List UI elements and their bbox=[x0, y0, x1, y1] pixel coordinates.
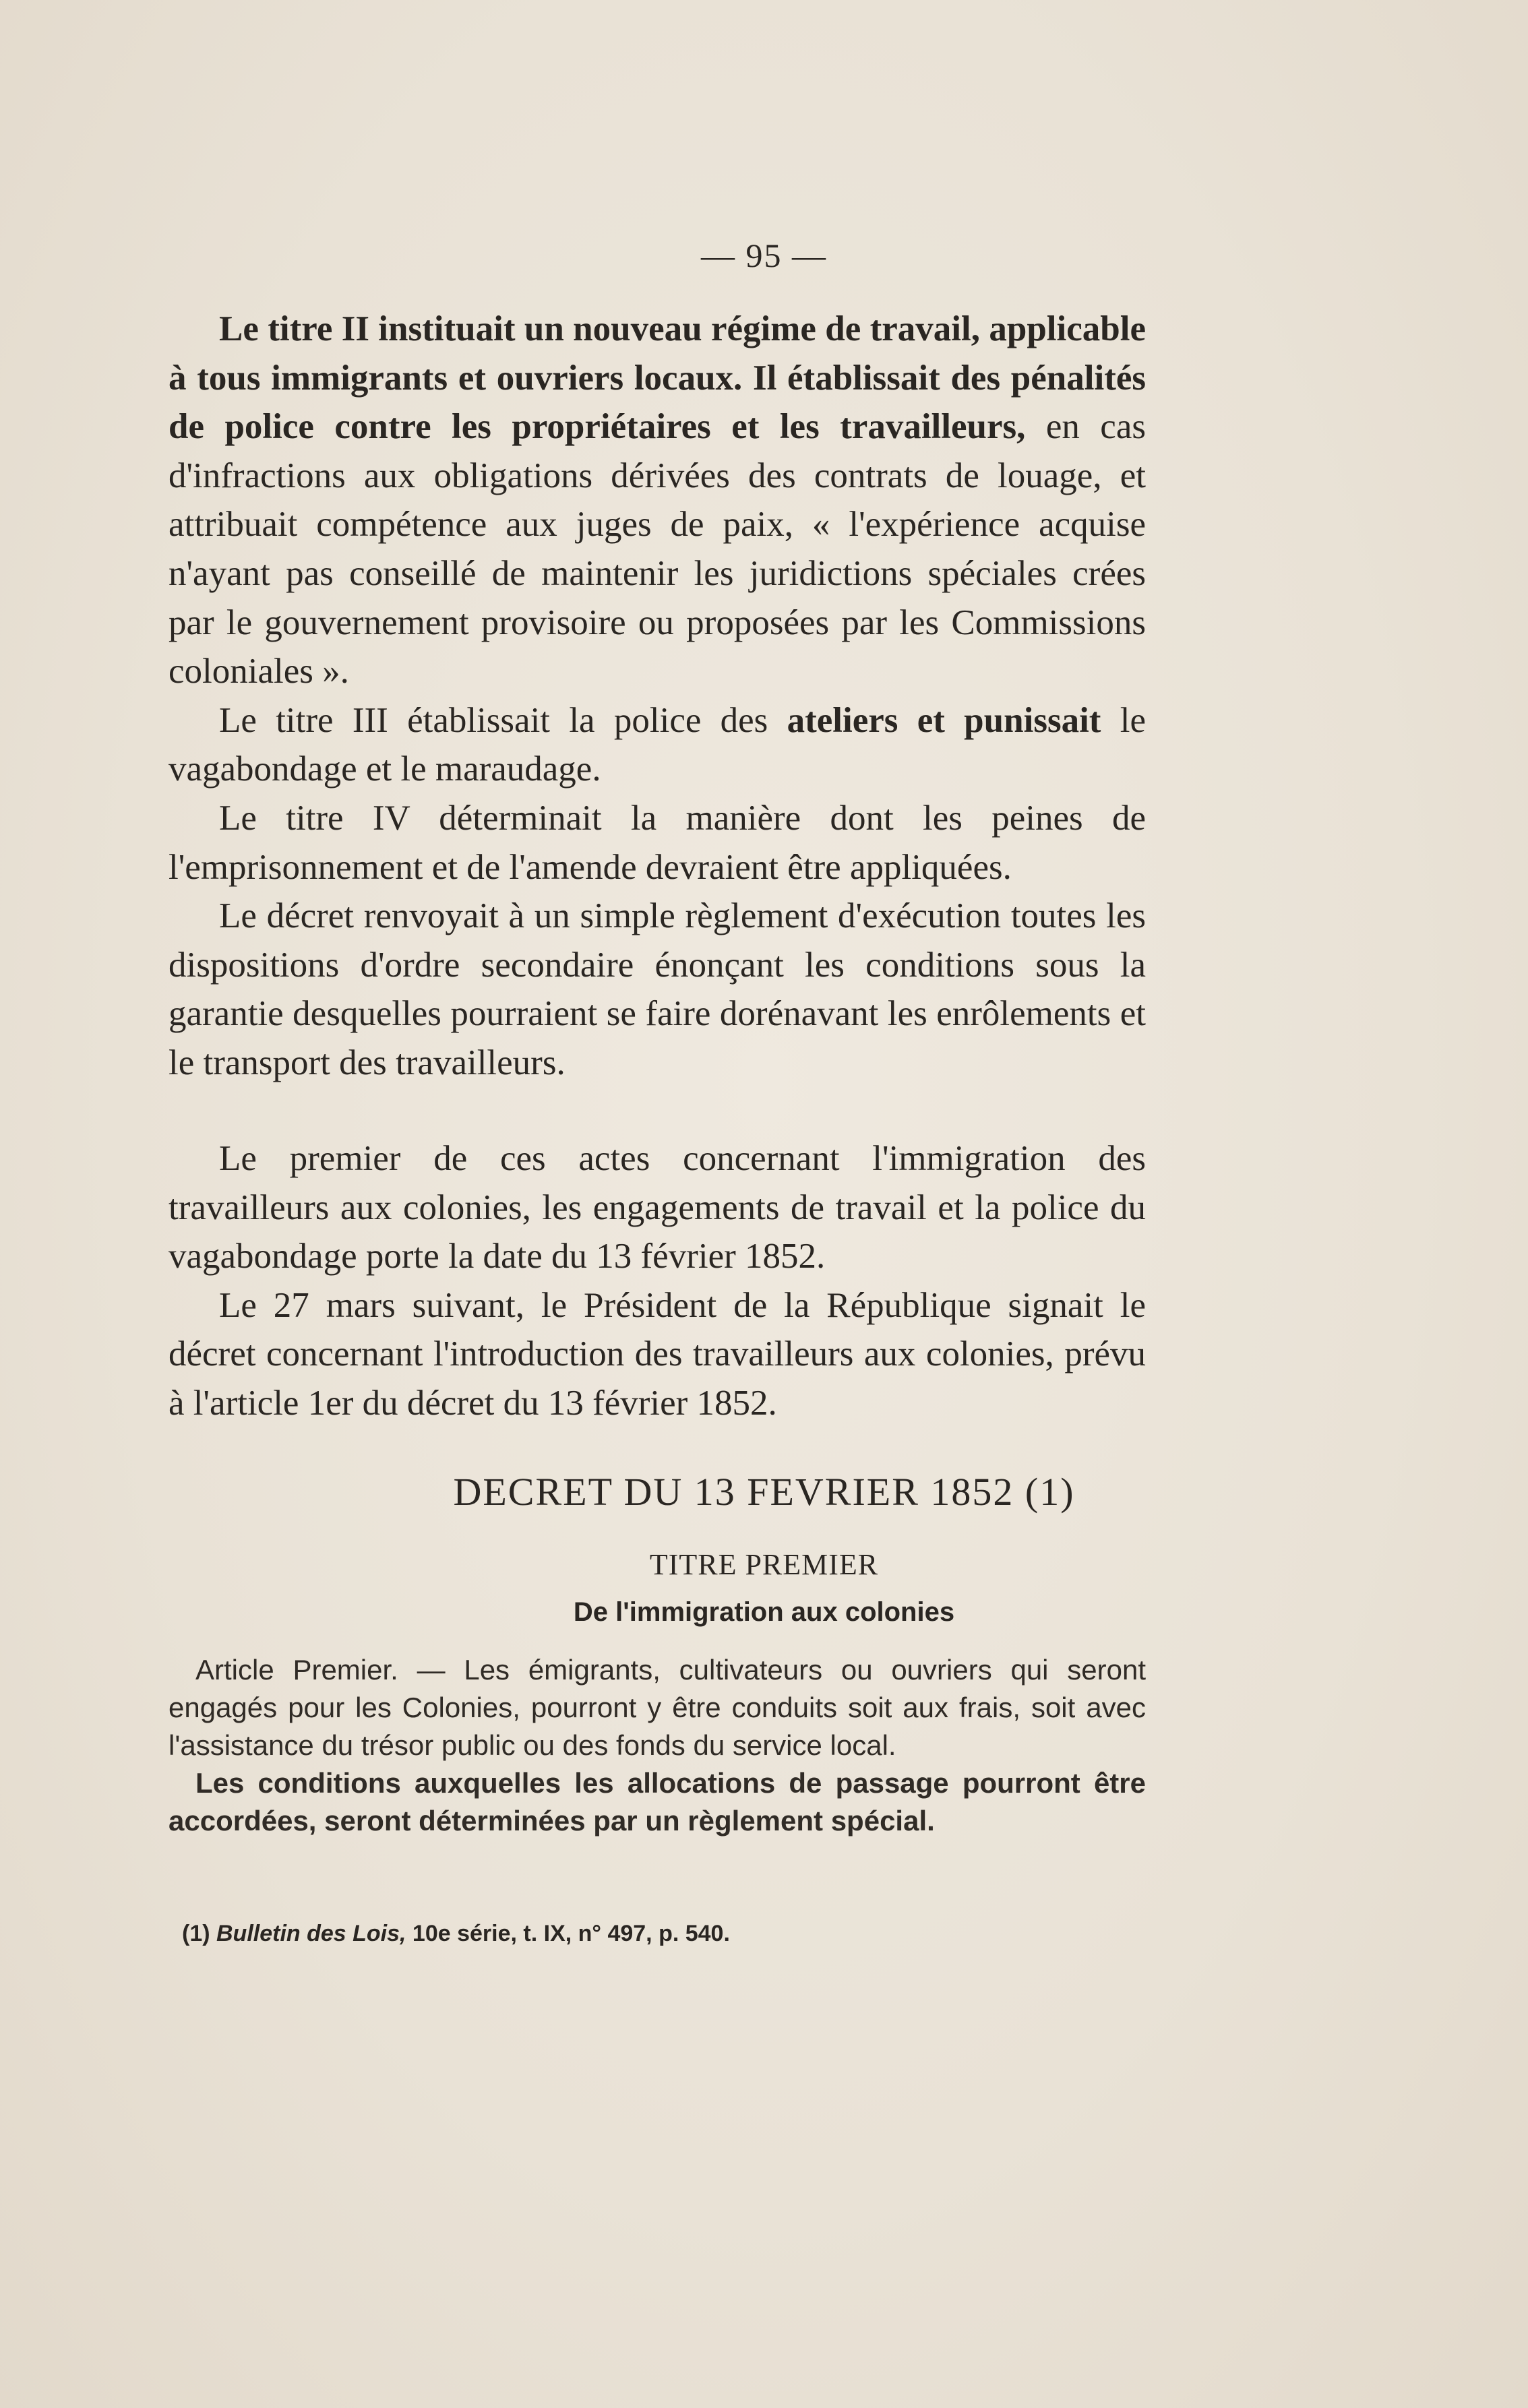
paragraph-decret-renvoyait: Le décret renvoyait à un simple règlement d'exécution toutes les dispositions d'ordre secondaire énonçant les conditions sous la garantie desquelles pourraient se faire dorénavant les enrôlements et le transport des travailleurs. bbox=[169, 896, 1146, 1082]
paragraph-27-mars: Le 27 mars suivant, le Président de la République signait le décret concernant l'introduction des travailleurs aux colonies, prévu à l'article 1er du décret du 13 février 1852. bbox=[169, 1285, 1146, 1423]
footnote-reference: 10e série, t. IX, n° 497, p. 540. bbox=[406, 1921, 730, 1946]
decree-heading: De l'immigration aux colonies bbox=[573, 1597, 955, 1627]
page-number: — 95 — bbox=[701, 237, 827, 274]
paragraph-premier-acte: Le premier de ces actes concernant l'immigration des travailleurs aux colonies, les engagements de travail et la police du vagabondage porte la date du 13 février 1852. bbox=[169, 1139, 1146, 1276]
second-section bbox=[169, 1134, 1146, 1428]
paragraph-titre-iii bbox=[169, 696, 1146, 794]
paragraph-titre-ii bbox=[169, 305, 1146, 696]
footnote-number: (1) bbox=[182, 1921, 216, 1946]
paragraph-titre-iii-b: le vagabondage et le maraudage. bbox=[169, 700, 1146, 789]
paragraph-titre-ii-rest: en cas d'infractions aux obligations dérivées des contrats de louage, et attribuait compétence aux juges de paix, « l'expérience acquise n'ayant pas conseillé de maintenir les juridictions spéciales crées par le gouvernement provisoire ou proposées par les Commissions coloniales ». bbox=[169, 407, 1146, 691]
footnote bbox=[182, 1921, 1146, 1947]
decree-title: DECRET DU 13 FEVRIER 1852 (1) bbox=[453, 1470, 1075, 1514]
paragraph-titre-iii-a: Le titre III établissait la police des bbox=[219, 700, 787, 740]
paragraph-titre-ii-bold: Le titre II instituait un nouveau régime de travail, applicable à tous immigrants et ouvriers locaux. Il établissait des pénalités de police contre les propriétaires et les travailleurs, bbox=[169, 309, 1146, 447]
paragraph-titre-iv: Le titre IV déterminait la manière dont les peines de l'emprisonnement et de l'amende devraient être appliquées. bbox=[169, 798, 1146, 887]
article-premier-continued: Les conditions auxquelles les allocations de passage pourront être accordées, seront déterminées par un règlement spécial. bbox=[169, 1767, 1146, 1836]
footnote-title: Bulletin des Lois, bbox=[216, 1921, 406, 1946]
article-premier: Article Premier. — Les émigrants, cultivateurs ou ouvriers qui seront engagés pour les Colonies, pourront y être conduits soit aux frais, soit avec l'assistance du trésor public ou des fonds du service local. bbox=[169, 1654, 1146, 1761]
intro-section bbox=[169, 305, 1146, 1088]
decree-subtitle: TITRE PREMIER bbox=[649, 1548, 879, 1581]
decree-text bbox=[169, 1651, 1146, 1840]
paragraph-titre-iii-bold: ateliers et punissait bbox=[787, 700, 1101, 740]
